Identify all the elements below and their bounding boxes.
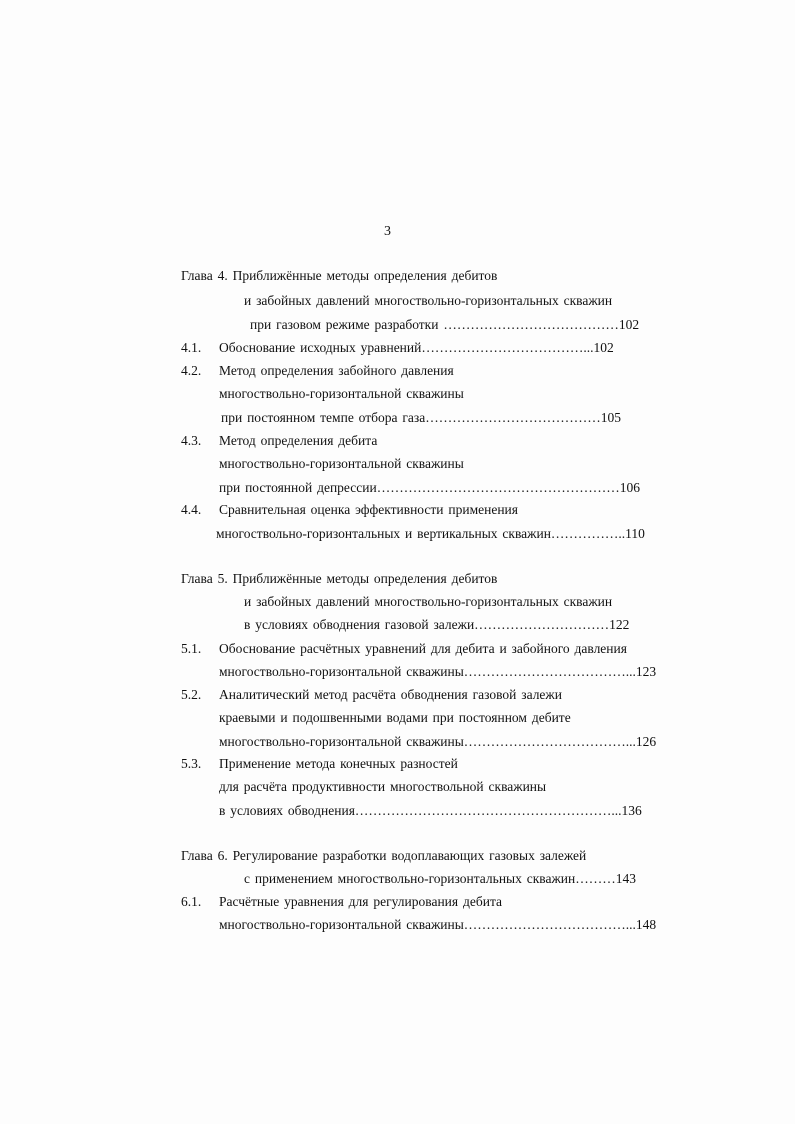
section-4-3-title-line-1: Метод определения дебита (219, 433, 378, 448)
section-6-1-title-line-1: Расчётные уравнения для регулирования дебита (219, 894, 503, 909)
chapter-5-title-line-1: Глава 5. Приближённые методы определения дебитов (181, 571, 498, 586)
section-5-2-title-line-3: многоствольно-горизонтальной скважины………………………………...126 (219, 734, 657, 749)
section-5-3-number: 5.3. (181, 756, 202, 771)
section-4-2-title-line-1: Метод определения забойного давления (219, 363, 454, 378)
section-4-4-title-line-1: Сравнительная оценка эффективности применения (219, 502, 518, 517)
section-5-3-title-line-1: Применение метода конечных разностей (219, 756, 458, 771)
section-5-3-title-line-3: в условиях обводнения…………………………………………………...136 (219, 803, 642, 818)
section-5-3-title-line-2: для расчёта продуктивности многоствольной скважины (219, 779, 547, 794)
section-4-4-title-line-2: многоствольно-горизонтальных и вертикальных скважин……………..110 (216, 526, 645, 541)
section-4-2-number: 4.2. (181, 363, 202, 378)
chapter-6-title-line-1: Глава 6. Регулирование разработки водоплавающих газовых залежей (181, 848, 587, 863)
section-4-1-title: Обоснование исходных уравнений………………………………...102 (219, 340, 614, 355)
chapter-4-title-line-1: Глава 4. Приближённые методы определения дебитов (181, 268, 498, 283)
section-5-1-number: 5.1. (181, 641, 202, 656)
section-4-3-title-line-3: при постоянной депрессии………………………………………………106 (219, 480, 640, 495)
chapter-4-title-line-2: и забойных давлений многоствольно-горизонтальных скважин (244, 293, 613, 308)
section-4-2-title-line-2: многоствольно-горизонтальной скважины (219, 386, 464, 401)
chapter-5-title-line-3: в условиях обводнения газовой залежи…………………………122 (244, 617, 630, 632)
page-number-text: 3 (384, 224, 391, 239)
section-4-4-number: 4.4. (181, 502, 202, 517)
section-4-2-title-line-3: при постоянном темпе отбора газа…………………………………105 (221, 410, 621, 425)
chapter-6-title-line-2: с применением многоствольно-горизонтальных скважин………143 (244, 871, 636, 886)
section-5-2-title-line-2: краевыми и подошвенными водами при постоянном дебите (219, 710, 571, 725)
section-5-1-title-line-1: Обоснование расчётных уравнений для дебита и забойного давления (219, 641, 627, 656)
section-6-1-number: 6.1. (181, 894, 202, 909)
section-6-1-title-line-2: многоствольно-горизонтальной скважины………………………………...148 (219, 917, 657, 932)
section-4-1-number: 4.1. (181, 340, 202, 355)
page-number (0, 224, 795, 240)
chapter-5-title-line-2: и забойных давлений многоствольно-горизонтальных скважин (244, 594, 613, 609)
section-5-2-title-line-1: Аналитический метод расчёта обводнения газовой залежи (219, 687, 562, 702)
section-5-2-number: 5.2. (181, 687, 202, 702)
section-4-3-number: 4.3. (181, 433, 202, 448)
chapter-4-title-line-3: при газовом режиме разработки …………………………………102 (250, 317, 640, 332)
section-4-3-title-line-2: многоствольно-горизонтальной скважины (219, 456, 464, 471)
section-5-1-title-line-2: многоствольно-горизонтальной скважины………………………………...123 (219, 664, 657, 679)
